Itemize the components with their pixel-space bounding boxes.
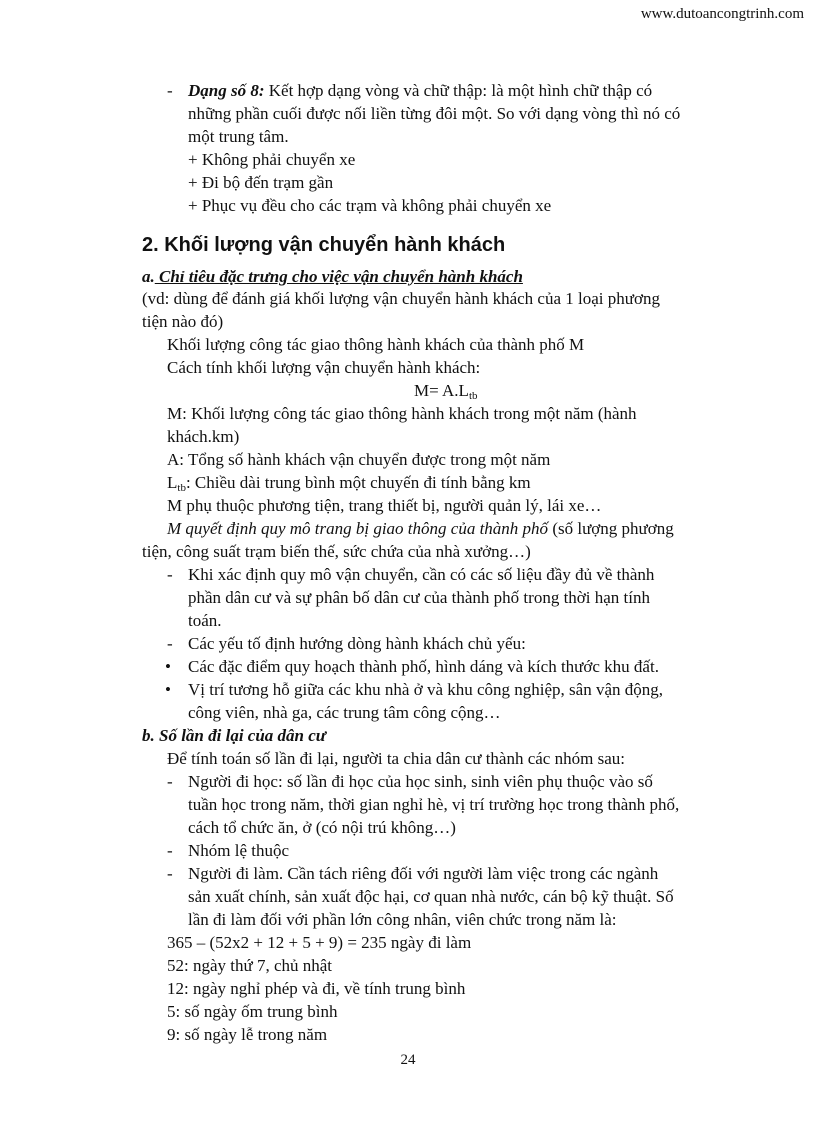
ltb-text: : Chiều dài trung bình một chuyến đi tính bằng km [185, 473, 531, 492]
subsection-b-title: b. Số lần đi lại của dân cư [142, 726, 326, 745]
bullet-marker: • [165, 680, 171, 699]
dang8-item-3: + Phục vụ đều cho các trạm và không phải chuyển xe [188, 196, 552, 215]
b-dash3-line3: lần đi làm đối với phần lớn công nhân, viên chức trong năm là: [188, 910, 617, 929]
b-dash1-line3: cách tổ chức ăn, ở (có nội trú không…) [188, 818, 456, 837]
formula-main: M= A.L [414, 381, 469, 400]
ltb-subscript: tb [177, 482, 186, 494]
ltb-def [167, 472, 531, 494]
dash-marker: - [167, 634, 173, 653]
dang8-label: Dạng số 8: [188, 81, 265, 100]
vd-line2: tiện nào đó) [142, 312, 224, 331]
vd-line1: (vd: dùng để đánh giá khối lượng vận chuyển hành khách của 1 loại phương [142, 289, 660, 308]
dang8-line2: những phần cuối được nối liền từng đôi một. So với dạng vòng thì nó có [188, 104, 681, 123]
dash-marker: - [167, 841, 173, 860]
b-dash3-line1: Người đi làm. Cần tách riêng đối với người làm việc trong các ngành [188, 864, 659, 883]
section-heading: 2. Khối lượng vận chuyển hành khách [142, 234, 506, 256]
dang8-item-1: + Không phải chuyển xe [188, 150, 356, 169]
header-url: www.dutoancongtrinh.com [640, 6, 804, 22]
b-intro: Để tính toán số lần đi lại, người ta chia dân cư thành các nhóm sau: [167, 749, 625, 768]
dash-marker: - [167, 81, 173, 100]
subsection-a-prefix: a. [142, 267, 155, 286]
dang8-line1-text: Kết hợp dạng vòng và chữ thập: là một hình chữ thập có [264, 81, 653, 100]
a-dash1-line2: phần dân cư và sự phân bố dân cư của thành phố trong thời hạn tính [188, 588, 650, 607]
dash-marker: - [167, 772, 173, 791]
a-dash1-line1: Khi xác định quy mô vận chuyển, cần có các số liệu đầy đủ về thành [188, 565, 655, 584]
bullet-marker: • [165, 657, 171, 676]
m-depends: M phụ thuộc phương tiện, trang thiết bị, người quản lý, lái xe… [167, 496, 602, 515]
note-9: 9: số ngày lễ trong năm [167, 1025, 328, 1044]
b-dash1-line2: tuần học trong năm, thời gian nghỉ hè, vị trí trường học trong thành phố, [188, 795, 680, 814]
a-def: A: Tổng số hành khách vận chuyển được trong một năm [167, 450, 551, 469]
m-def-line1: M: Khối lượng công tác giao thông hành khách trong một năm (hành [167, 404, 637, 423]
page-number: 24 [400, 1052, 416, 1068]
a-bullet2-line2: công viên, nhà ga, các trung tâm công cộng… [188, 703, 501, 722]
a-bullet2-line1: Vị trí tương hỗ giữa các khu nhà ở và khu công nghiệp, sân vận động, [188, 680, 664, 699]
m-def-line2: khách.km) [167, 427, 240, 446]
subsection-a-title-text: Chỉ tiêu đặc trưng cho việc vận chuyển hành khách [154, 267, 523, 286]
subsection-a-title [142, 266, 523, 288]
calc-line: 365 – (52x2 + 12 + 5 + 9) = 235 ngày đi làm [167, 933, 472, 952]
a-bullet1: Các đặc điểm quy hoạch thành phố, hình dáng và kích thước khu đất. [188, 657, 659, 676]
b-dash1-line1: Người đi học: số lần đi học của học sinh, sinh viên phụ thuộc vào số [188, 772, 653, 791]
a-dash2: Các yếu tố định hướng dòng hành khách chủ yếu: [188, 634, 526, 653]
dang8-line3: một trung tâm. [188, 127, 289, 146]
dash-marker: - [167, 864, 173, 883]
formula-subscript: tb [468, 390, 478, 402]
ltb-main: L [167, 473, 178, 492]
m-decide-line2: tiện, công suất trạm biến thế, sức chứa của nhà xưởng…) [142, 542, 531, 561]
dang8-line1 [188, 80, 652, 102]
dash-marker: - [167, 565, 173, 584]
para-cach-tinh: Cách tính khối lượng vận chuyển hành khách: [167, 358, 481, 377]
para-khoi-luong: Khối lượng công tác giao thông hành khách của thành phố M [167, 335, 585, 354]
m-decide-rest: (số lượng phương [548, 519, 674, 538]
b-dash3-line2: sản xuất chính, sản xuất độc hại, cơ quan nhà nước, cán bộ kỹ thuật. Số [188, 887, 674, 906]
m-decide-line1 [167, 518, 674, 540]
note-12: 12: ngày nghỉ phép và đi, về tính trung bình [167, 979, 466, 998]
m-decide-italic: M quyết định quy mô trang bị giao thông của thành phố [167, 519, 549, 538]
a-dash1-line3: toán. [188, 611, 222, 630]
b-dash2: Nhóm lệ thuộc [188, 841, 290, 860]
dang8-item-2: + Đi bộ đến trạm gần [188, 173, 334, 192]
note-52: 52: ngày thứ 7, chủ nhật [167, 956, 333, 975]
formula [414, 380, 478, 402]
note-5: 5: số ngày ốm trung bình [167, 1002, 338, 1021]
